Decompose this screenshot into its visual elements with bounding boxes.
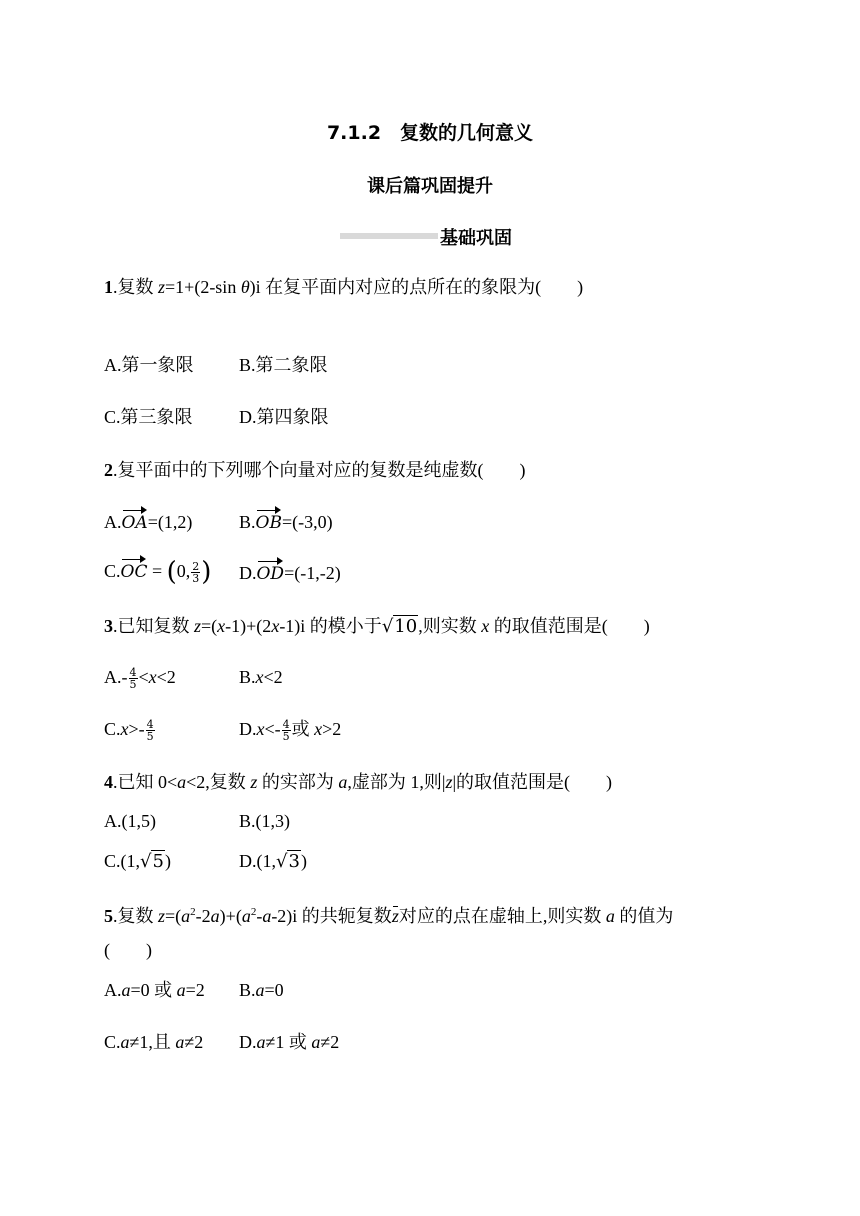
question-1-stem: 1.复数 z=1+(2-sin θ)i 在复平面内对应的点所在的象限为( ) (104, 277, 584, 297)
q2-option-c: C.OC = (0, $\frac{2}{3}$ ) (104, 557, 212, 587)
section-label: 基础巩固 (440, 228, 512, 249)
page-subtitle: 课后篇巩固提升 (367, 176, 493, 197)
q2-option-a: A.OA=(1,2) (104, 512, 193, 533)
q1-option-d: D.第四象限 (239, 407, 329, 427)
q4-option-d: D.(1,√3) (239, 851, 307, 872)
question-2-stem: 2.复平面中的下列哪个向量对应的复数是纯虚数( ) (104, 460, 526, 480)
q1-option-c: C.第三象限 (104, 407, 193, 427)
q2-option-b: B.OB=(-3,0) (239, 512, 333, 533)
q3-option-c: C.x>- $\frac{4}{5}$ (104, 718, 154, 744)
q5-option-b: B.a=0 (239, 980, 284, 1000)
question-5-stem: 5.复数 $z=(a^2-2a)+(a^2-a-2)i$ 的共轭复数z对应的点在虚轴上,则实数 a 的值为 (104, 906, 674, 926)
q5-option-a: A.a=0 或 a=2 (104, 980, 205, 1000)
q3-option-b: B.x<2 (239, 667, 283, 687)
q3-option-a: A.- $\frac{4}{5}$ <x<2 (104, 666, 176, 692)
z-conjugate: z (391, 906, 399, 926)
question-5-paren: ( ) (104, 940, 152, 960)
q4-option-c: C.(1,√5) (104, 851, 171, 872)
question-4-stem: 4.已知 0<a<2,复数 z 的实部为 a,虚部为 1,则|z|的取值范围是( ) (104, 772, 613, 792)
q4-option-a: A.(1,5) (104, 811, 156, 831)
section-bar (340, 233, 438, 239)
q1-option-a: A.第一象限 (104, 355, 194, 375)
q1-option-b: B.第二象限 (239, 355, 328, 375)
q5-option-c: C.a≠1,且 a≠2 (104, 1032, 204, 1052)
q2-option-d: D.OD=(-1,-2) (239, 563, 341, 584)
question-3-stem: 3.已知复数 z=(x-1)+(2x-1)i 的模小于√10,则实数 x 的取值范围是( ) (104, 616, 650, 637)
q4-option-b: B.(1,3) (239, 811, 290, 831)
q3-option-d: D.x<- $\frac{4}{5}$ 或 x>2 (239, 718, 342, 744)
page-title: 7.1.2 复数的几何意义 (326, 122, 534, 144)
q5-option-d: D.a≠1 或 a≠2 (239, 1032, 340, 1052)
